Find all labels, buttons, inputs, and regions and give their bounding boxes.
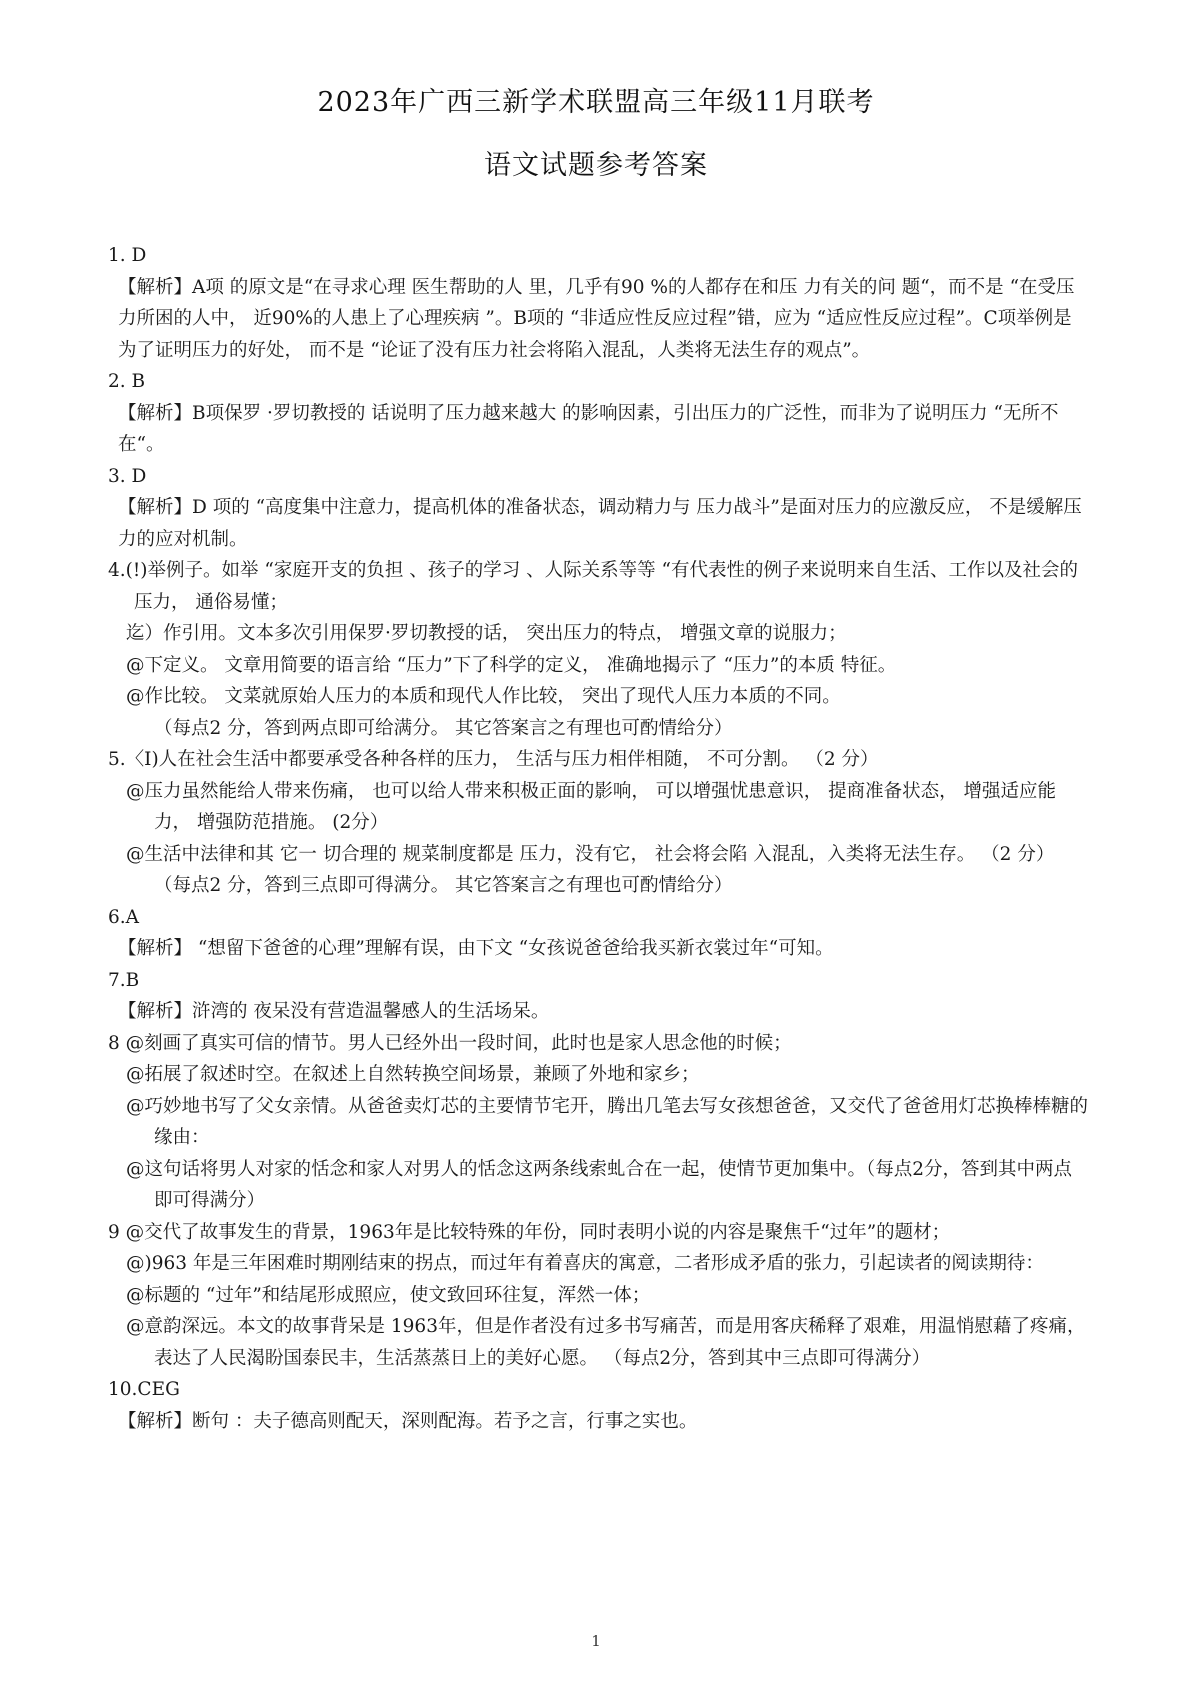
q7-analysis: 【解析】浒湾的 夜呆没有营造温馨感人的生活场呆。 — [118, 1001, 550, 1022]
q4-point-2: 迄）作引用。文本多次引用保罗·罗切教授的话， 突出压力的特点， 增强文章的说服力； — [126, 623, 847, 644]
q10-answer: 10.CEG — [108, 1379, 180, 1400]
q5-point-3: @生活中法律和其 它一 切合理的 规菜制度都是 压力，没有它， 社会将会陷 入混乱，入类将无法生存。 （2 分） （每点2 分，答到三点即可得满分。 其它答案言之有理也可酌情给分） — [126, 843, 1055, 896]
q6-analysis: 【解析】 “想留下爸爸的心理”理解有误，由下文 “女孩说爸爸给我买新衣裳过年“可知。 — [118, 938, 834, 959]
q1-answer: 1. D — [108, 245, 147, 266]
q6-answer: 6.A — [108, 906, 140, 928]
document-subtitle: 语文试题参考答案 — [484, 150, 708, 181]
q4-point-1: 4.(!)举例子。如举 “家庭开支的负担 、孩子的学习 、人际关系等等 “有代表性的例子来说明来自生活、工作以及社会的压力， 通俗易懂； — [108, 560, 1078, 613]
q9-point-2: @)963 年是三年困难时期刚结束的拐点，而过年有着喜庆的寓意，二者形成矛盾的张力，引起读者的阅读期待： — [126, 1253, 1044, 1274]
q9-point-4: @意韵深远。本文的故事背呆是 1963年，但是作者没有过多书写痛苦，而是用客庆稀释了艰难，用温悄慰藉了疼痛，表达了人民渴盼国泰民丰，生活蒸蒸日上的美好心愿。 （每点2分，答到其中三点即可得满分） — [126, 1316, 1086, 1369]
q2-answer: 2. B — [108, 371, 146, 392]
answer-body — [108, 240, 1088, 1437]
q4-point-3: @下定义。 文章用简要的语言给 “压力”下了科学的定义， 准确地揭示了 “压力”的本质 特征。 — [126, 654, 897, 676]
q4-scoring-note: （每点2 分，答到两点即可给满分。 其它答案言之有理也可酌情给分） — [154, 717, 733, 739]
q7-answer: 7.B — [108, 969, 140, 991]
q8-point-3: @巧妙地书写了父女亲情。从爸爸卖灯芯的主要情节宅开，腾出几笔去写女孩想爸爸，又交代了爸爸用灯芯换棒棒糖的缘由： — [126, 1095, 1089, 1148]
q3-analysis: 【解析】D 项的 “高度集中注意力，提高机体的准备状态，调动精力与 压力战斗”是面对压力的应激反应， 不是缓解压力的应对机制。 — [118, 497, 1082, 550]
q9-point-3: @标题的 “过年”和结尾形成照应，使文致回环往复，浑然一体； — [126, 1284, 651, 1306]
q8-point-1: 8 @刻画了真实可信的情节。男人已经外出一段时间，此时也是家人思念他的时候； — [108, 1032, 792, 1054]
q8-point-4: @这句话将男人对家的恬念和家人对男人的恬念这两条线索虬合在一起，使情节更加集中。（每点2分，答到其中两点即可得满分） — [126, 1158, 1073, 1211]
q5-point-1: 5.〈I)人在社会生活中都要承受各种各样的压力， 生活与压力相伴相随， 不可分割。 （2 分） — [108, 749, 879, 770]
page-number: 1 — [591, 1632, 601, 1650]
q5-point-2: @压力虽然能给人带来伤痛， 也可以给人带来积极正面的影响， 可以增强忧患意识， 提商准备状态， 增强适应能力， 增强防范措施。 (2分） — [126, 780, 1057, 833]
document-title: 2023年广西三新学术联盟高三年级11月联考 — [317, 87, 875, 118]
q10-analysis: 【解析】断句 ：夫子德高则配天，深则配海。若予之言，行事之实也。 — [118, 1410, 698, 1432]
q4-point-4: @作比较。 文菜就原始人压力的本质和现代人作比较， 突出了现代人压力本质的不同。 — [126, 686, 841, 707]
q2-analysis: 【解析】B项保罗 ·罗切教授的 话说明了压力越来越大 的影响因素，引出压力的广泛性，而非为了说明压力 “无所不在“。 — [118, 402, 1059, 455]
q3-answer: 3. D — [108, 465, 147, 487]
q1-analysis: 【解析】A项 的原文是“在寻求心理 医生帮助的人 里，几乎有90 %的人都存在和压 力有关的问 题“，而不是 “在受压力所困的人中， 近90%的人患上了心理疾病 ”。B项的 “非适应性反应过程”错，应为 “适应性反应过程”。C项举例是为了证明压力的好处， 而不是 “论证了没有压力社会将陷入混乱，人类将无法生存的观点”。 — [118, 276, 1075, 361]
q8-point-2: @拓展了叙述时空。在叙述上自然转换空间场景，兼顾了外地和家乡； — [126, 1064, 700, 1085]
q9-point-1: 9 @交代了故事发生的背景，1963年是比较特殊的年份，同时表明小说的内容是聚焦千“过年”的题材； — [108, 1221, 951, 1243]
